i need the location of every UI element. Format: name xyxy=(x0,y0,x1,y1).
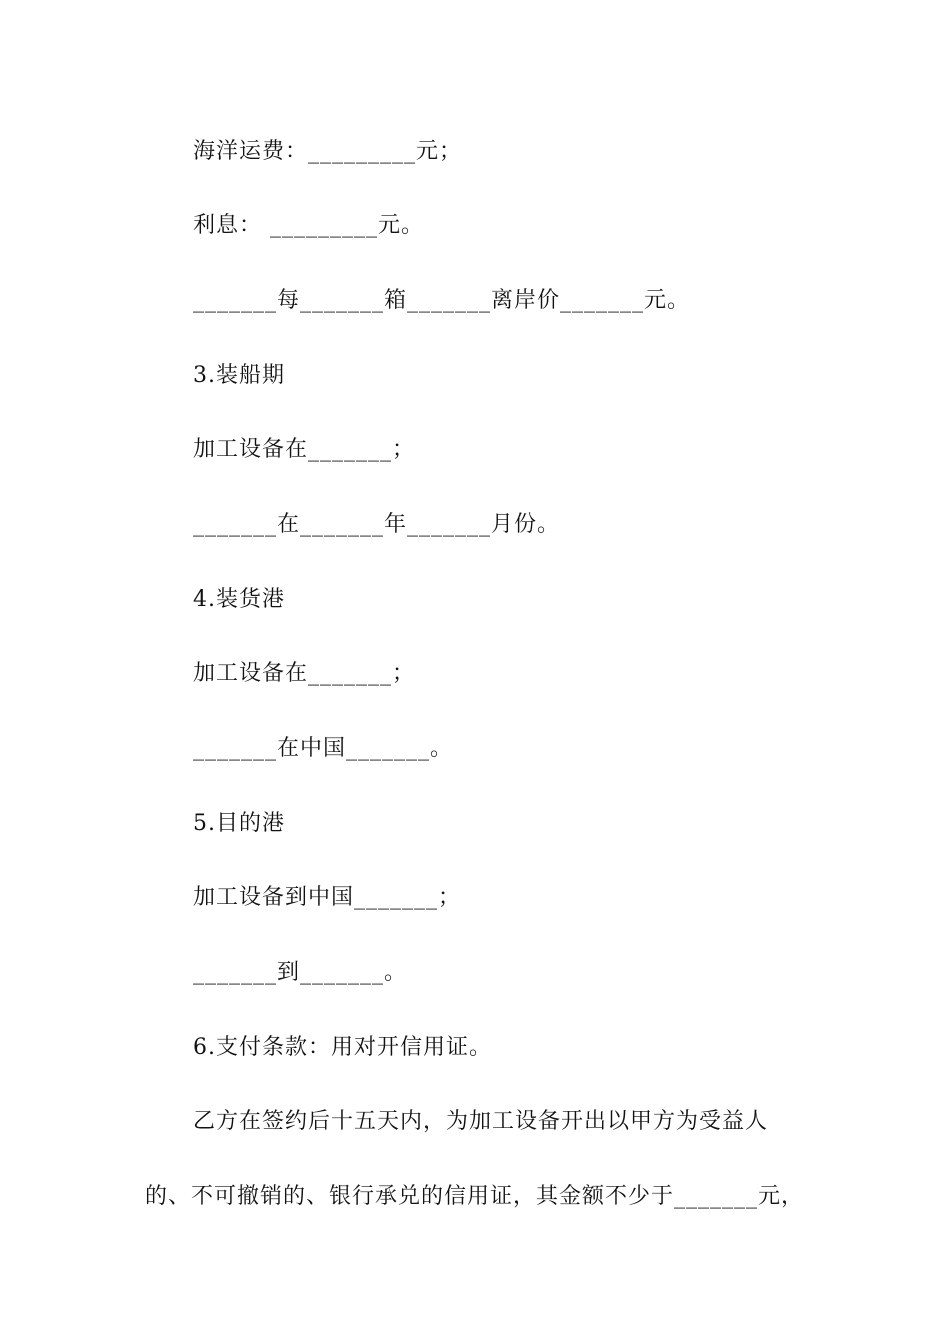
section-payment-terms: 6.支付条款：用对开信用证。 xyxy=(193,1035,492,1060)
section-loading-port: 4.装货港 xyxy=(193,587,285,612)
destination-equipment-line: 加工设备到中国_______； xyxy=(193,885,462,910)
shipment-date-line: _______在_______年_______月份。 xyxy=(193,512,561,537)
payment-paragraph-line-1: 乙方在签约后十五天内，为加工设备开出以甲方为受益人 xyxy=(193,1109,769,1134)
payment-paragraph-line-2: 的、不可撤销的、银行承兑的信用证，其金额不少于_______元， xyxy=(145,1184,805,1209)
section-shipment-period: 3.装船期 xyxy=(193,363,285,388)
loading-equipment-line: 加工设备在_______； xyxy=(193,661,416,686)
shipment-equipment-line: 加工设备在_______； xyxy=(193,437,416,462)
fob-price-line: _______每_______箱_______离岸价_______元。 xyxy=(193,288,691,313)
ocean-freight-line: 海洋运费：_________元； xyxy=(193,139,463,164)
loading-port-line: _______在中国_______。 xyxy=(193,736,454,761)
destination-port-line: _______到_______。 xyxy=(193,960,408,985)
section-destination-port: 5.目的港 xyxy=(193,811,285,836)
interest-line: 利息： _________元。 xyxy=(193,213,424,238)
